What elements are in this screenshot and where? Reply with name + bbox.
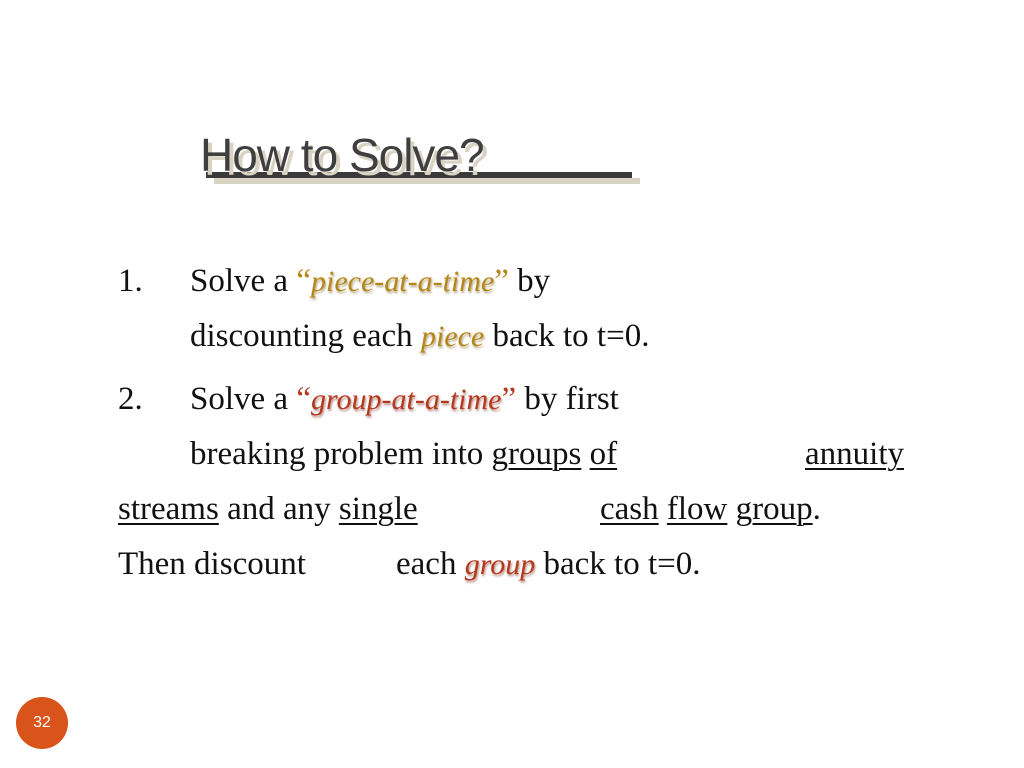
item-2-line-4-end bbox=[396, 544, 701, 585]
underlined-single: single bbox=[338, 491, 418, 527]
close-quote: ” bbox=[494, 263, 509, 299]
item-1-text: back to t=0. bbox=[484, 318, 650, 354]
highlight-piece-at-a-time: piece-at-a-time bbox=[310, 265, 495, 298]
underlined-of: of bbox=[589, 436, 618, 472]
item-2-line-3 bbox=[118, 489, 418, 529]
item-1-text: Solve a bbox=[190, 263, 297, 299]
underlined-streams: streams bbox=[118, 491, 219, 527]
item-2-text: breaking problem into bbox=[190, 436, 492, 472]
item-2-text: Solve a bbox=[190, 381, 297, 417]
item-2-text: Then discount bbox=[118, 546, 306, 582]
open-quote: “ bbox=[296, 381, 311, 417]
open-quote: “ bbox=[296, 263, 311, 299]
item-1-line-2 bbox=[190, 316, 649, 357]
underlined-flow: flow bbox=[666, 491, 728, 527]
highlight-group-at-a-time: group-at-a-time bbox=[310, 383, 502, 416]
underlined-groups: groups bbox=[491, 436, 582, 472]
item-2-line-2 bbox=[190, 434, 617, 474]
item-2-line-2-end bbox=[805, 434, 904, 474]
close-quote: ” bbox=[501, 381, 517, 417]
underlined-cash: cash bbox=[600, 491, 659, 527]
list-number-1: 1. bbox=[118, 263, 143, 299]
highlight-group: group bbox=[464, 548, 536, 581]
item-2-text: . bbox=[812, 491, 821, 527]
item-1-text: by bbox=[508, 263, 551, 299]
item-2-text: back to t=0. bbox=[535, 546, 701, 582]
item-2-line-1 bbox=[190, 379, 619, 420]
item-2-text: and any bbox=[218, 491, 339, 527]
underlined-group: group bbox=[735, 491, 813, 527]
item-1-text: discounting each bbox=[190, 318, 421, 354]
item-1-line-1 bbox=[190, 261, 550, 302]
slide-title: How to Solve? bbox=[200, 129, 484, 181]
slide-title-block bbox=[200, 128, 640, 192]
underlined-annuity: annuity bbox=[805, 436, 904, 472]
page-number: 32 bbox=[33, 714, 51, 731]
page-number-badge bbox=[16, 697, 68, 749]
item-2-line-4 bbox=[118, 544, 306, 584]
item-2-text: each bbox=[396, 546, 465, 582]
item-2-line-3-end bbox=[600, 489, 821, 529]
highlight-piece: piece bbox=[420, 320, 485, 353]
list-number-2: 2. bbox=[118, 381, 143, 417]
item-2-text: by first bbox=[516, 381, 619, 417]
